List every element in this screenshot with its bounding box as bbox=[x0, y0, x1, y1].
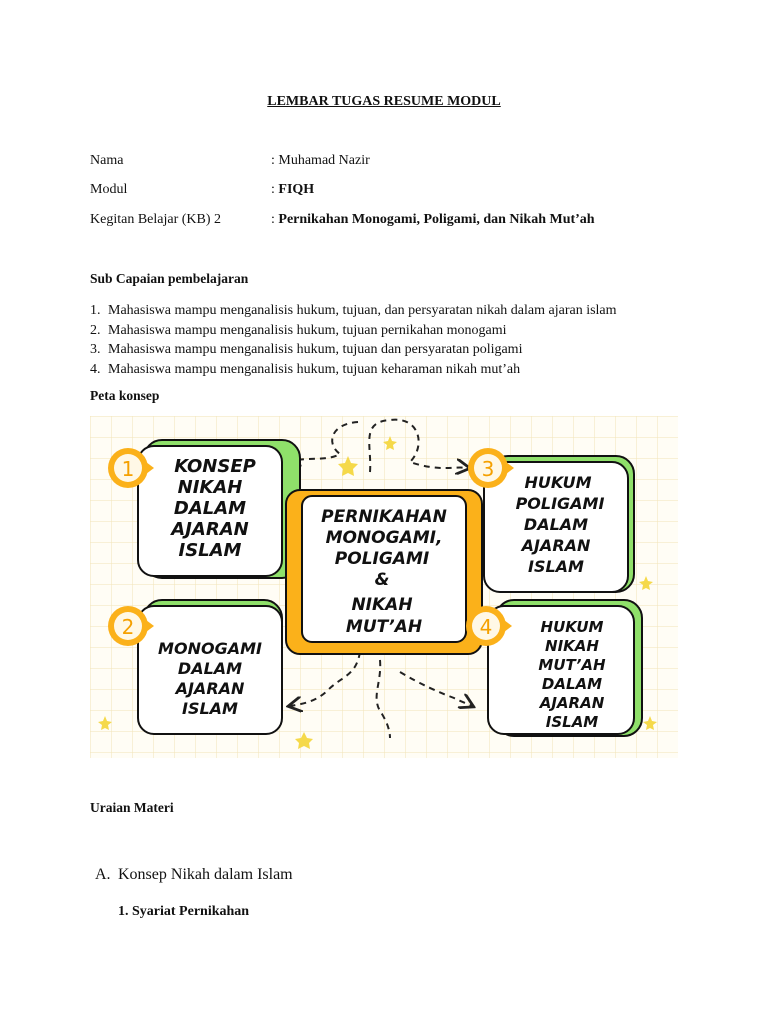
badge-2-number: 2 bbox=[121, 615, 135, 639]
objective-number: 3. bbox=[90, 342, 101, 358]
center-line: POLIGAMI bbox=[334, 549, 430, 569]
peta-konsep-heading: Peta konsep bbox=[90, 388, 160, 403]
meta-label-kb: Kegitan Belajar (KB) 2 bbox=[90, 212, 222, 227]
box-2-line: DALAM bbox=[177, 659, 243, 678]
meta-row-modul bbox=[90, 182, 710, 202]
center-line: MUT’AH bbox=[345, 617, 423, 637]
concept-box-4 bbox=[488, 600, 642, 736]
badge-3-number: 3 bbox=[481, 457, 495, 481]
objective-text: Mahasiswa mampu menganalisis hukum, tujuan dan persyaratan poligami bbox=[108, 342, 523, 358]
box-2-line: MONOGAMI bbox=[158, 639, 262, 658]
section-a-heading bbox=[95, 866, 293, 884]
objectives-list bbox=[90, 301, 617, 379]
center-line: PERNIKAHAN bbox=[321, 507, 447, 527]
sub-capaian-heading: Sub Capaian pembelajaran bbox=[90, 271, 249, 286]
subsection-1-heading: 1. Syariat Pernikahan bbox=[118, 904, 250, 919]
badge-1-number: 1 bbox=[121, 457, 135, 481]
box-3-line: HUKUM bbox=[524, 473, 592, 492]
objective-item bbox=[90, 301, 617, 321]
box-1-line: ISLAM bbox=[178, 540, 242, 561]
objective-text: Mahasiswa mampu menganalisis hukum, tujuan, dan persyaratan nikah dalam ajaran islam bbox=[108, 303, 617, 318]
center-box bbox=[286, 490, 482, 654]
objective-item bbox=[90, 360, 617, 380]
meta-value-modul bbox=[271, 182, 314, 198]
document-title: LEMBAR TUGAS RESUME MODUL bbox=[267, 94, 501, 109]
badge-4-number: 4 bbox=[479, 615, 493, 639]
meta-value-nama: : Muhamad Nazir bbox=[271, 153, 370, 168]
box-1-line: DALAM bbox=[173, 498, 247, 519]
objective-text: Mahasiswa mampu menganalisis hukum, tujuan pernikahan monogami bbox=[108, 322, 507, 338]
meta-label-nama: Nama bbox=[90, 153, 124, 168]
objective-number: 1. bbox=[90, 303, 101, 318]
center-line: MONOGAMI, bbox=[325, 528, 443, 548]
box-1-line: KONSEP bbox=[174, 456, 256, 477]
box-3-line: POLIGAMI bbox=[515, 494, 605, 513]
uraian-heading: Uraian Materi bbox=[90, 800, 174, 815]
concept-map bbox=[90, 416, 678, 758]
meta-row-nama bbox=[90, 153, 710, 173]
meta-label-modul: Modul bbox=[90, 182, 128, 197]
box-3-line: ISLAM bbox=[528, 557, 584, 576]
box-4-line: HUKUM bbox=[540, 618, 604, 636]
objective-number: 4. bbox=[90, 361, 101, 377]
center-line: & bbox=[374, 570, 390, 590]
box-2-line: ISLAM bbox=[182, 699, 238, 718]
meta-value-kb bbox=[271, 212, 595, 228]
box-3-line: AJARAN bbox=[521, 536, 591, 555]
meta-row-kb bbox=[90, 212, 710, 232]
box-4-line: DALAM bbox=[541, 675, 603, 693]
box-2-line: AJARAN bbox=[175, 679, 245, 698]
concept-box-1 bbox=[138, 440, 300, 578]
objective-text: Mahasiswa mampu menganalisis hukum, tujuan keharaman nikah mut’ah bbox=[108, 361, 521, 377]
box-4-line: MUT’AH bbox=[538, 656, 606, 674]
section-a-title: Konsep Nikah dalam Islam bbox=[118, 866, 293, 883]
objective-item bbox=[90, 321, 617, 341]
section-a-letter: A. bbox=[95, 866, 111, 883]
box-1-line: NIKAH bbox=[177, 477, 243, 498]
objective-number: 2. bbox=[90, 322, 101, 338]
box-4-line: NIKAH bbox=[545, 637, 599, 655]
meta-value-kb-bold: Pernikahan Monogami, Poligami, dan Nikah Mut’ah bbox=[278, 212, 595, 227]
box-3-line: DALAM bbox=[523, 515, 589, 534]
box-4-line: ISLAM bbox=[545, 713, 599, 731]
objective-item bbox=[90, 340, 617, 360]
concept-box-3 bbox=[481, 456, 634, 592]
meta-value-modul-bold: FIQH bbox=[278, 182, 315, 197]
meta-prefix-modul: : bbox=[271, 182, 279, 197]
box-1-line: AJARAN bbox=[171, 519, 249, 540]
meta-prefix-kb: : bbox=[271, 212, 279, 227]
box-4-line: AJARAN bbox=[539, 694, 605, 712]
center-line: NIKAH bbox=[351, 595, 413, 615]
concept-box-2 bbox=[138, 600, 282, 734]
